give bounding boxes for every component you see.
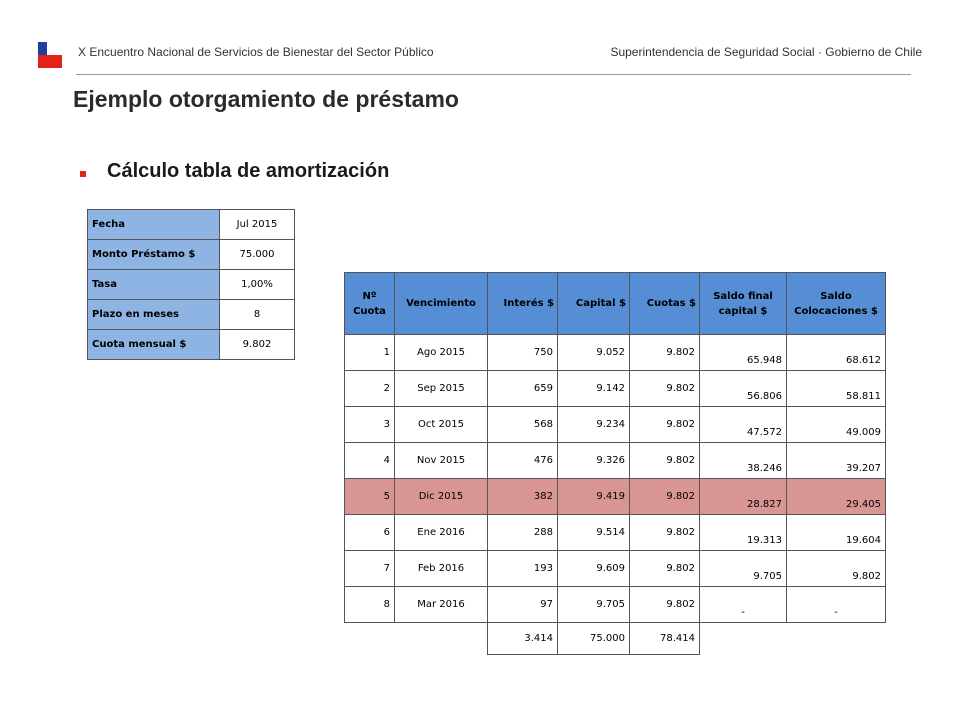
empty-cell: [700, 623, 787, 655]
table-cell: 9.802: [630, 407, 700, 443]
table-cell: 58.811: [787, 371, 886, 407]
slide-title: Ejemplo otorgamiento de préstamo: [73, 86, 459, 112]
table-cell: 9.802: [630, 335, 700, 371]
table-cell: 19.604: [787, 515, 886, 551]
table-cell: 9.802: [630, 479, 700, 515]
empty-cell: [787, 623, 886, 655]
loan-info-value: Jul 2015: [220, 210, 295, 240]
table-cell: 9.609: [558, 551, 630, 587]
table-cell: 68.612: [787, 335, 886, 371]
loan-info-label: Cuota mensual $: [88, 330, 220, 360]
table-cell: 9.326: [558, 443, 630, 479]
table-cell: 2: [345, 371, 395, 407]
table-cell: Sep 2015: [395, 371, 488, 407]
table-cell: 97: [488, 587, 558, 623]
table-cell: Nov 2015: [395, 443, 488, 479]
table-cell: 9.052: [558, 335, 630, 371]
table-cell: 65.948: [700, 335, 787, 371]
loan-info-value: 1,00%: [220, 270, 295, 300]
amortization-table: [344, 272, 886, 655]
total-cell: 3.414: [488, 623, 558, 655]
table-cell: 19.313: [700, 515, 787, 551]
table-row: [345, 587, 886, 623]
table-cell: 9.514: [558, 515, 630, 551]
table-cell: 56.806: [700, 371, 787, 407]
table-cell: 288: [488, 515, 558, 551]
table-cell: 6: [345, 515, 395, 551]
totals-row: [345, 623, 886, 655]
table-cell: 9.802: [630, 587, 700, 623]
table-cell: Mar 2016: [395, 587, 488, 623]
table-cell: 476: [488, 443, 558, 479]
table-cell: Oct 2015: [395, 407, 488, 443]
table-cell: 9.802: [630, 371, 700, 407]
table-cell: 9.142: [558, 371, 630, 407]
table-cell: 29.405: [787, 479, 886, 515]
table-cell: 9.234: [558, 407, 630, 443]
table-cell: 1: [345, 335, 395, 371]
column-header: Saldo final capital $: [700, 273, 787, 335]
loan-info-value: 8: [220, 300, 295, 330]
event-name: X Encuentro Nacional de Servicios de Bienestar del Sector Público: [78, 45, 434, 59]
table-cell: Feb 2016: [395, 551, 488, 587]
table-cell: 3: [345, 407, 395, 443]
table-cell: 382: [488, 479, 558, 515]
table-cell: 9.802: [630, 515, 700, 551]
table-cell: 7: [345, 551, 395, 587]
loan-info-label: Monto Préstamo $: [88, 240, 220, 270]
table-cell: 568: [488, 407, 558, 443]
bullet-square-icon: [80, 171, 86, 177]
loan-info-row: [88, 300, 295, 330]
total-cell: 78.414: [630, 623, 700, 655]
loan-info-label: Fecha: [88, 210, 220, 240]
loan-info-row: [88, 330, 295, 360]
total-cell: 75.000: [558, 623, 630, 655]
table-cell: 5: [345, 479, 395, 515]
loan-info-row: [88, 210, 295, 240]
slide-subtitle: Cálculo tabla de amortización: [107, 160, 390, 182]
loan-info-label: Plazo en meses: [88, 300, 220, 330]
organization-name: Superintendencia de Seguridad Social · Gobierno de Chile: [610, 45, 922, 59]
table-cell: 9.802: [630, 443, 700, 479]
gobierno-de-chile-logo: [38, 42, 62, 68]
table-row: [345, 443, 886, 479]
loan-info-row: [88, 270, 295, 300]
table-cell: 9.419: [558, 479, 630, 515]
loan-info-row: [88, 240, 295, 270]
column-header: Interés $: [488, 273, 558, 335]
table-cell: -: [787, 587, 886, 623]
header-divider: [76, 74, 911, 75]
table-cell: 39.207: [787, 443, 886, 479]
column-header: Saldo Colocaciones $: [787, 273, 886, 335]
table-cell: 8: [345, 587, 395, 623]
table-row: [345, 371, 886, 407]
loan-info-table: [87, 209, 295, 360]
table-cell: 38.246: [700, 443, 787, 479]
column-header: Capital $: [558, 273, 630, 335]
loan-info-label: Tasa: [88, 270, 220, 300]
table-row: [345, 407, 886, 443]
table-cell: 659: [488, 371, 558, 407]
table-cell: -: [700, 587, 787, 623]
table-cell: 750: [488, 335, 558, 371]
empty-cell: [345, 623, 395, 655]
column-header: Nº Cuota: [345, 273, 395, 335]
table-cell: Ene 2016: [395, 515, 488, 551]
column-header: Cuotas $: [630, 273, 700, 335]
table-cell: Dic 2015: [395, 479, 488, 515]
table-cell: 4: [345, 443, 395, 479]
table-row: [345, 515, 886, 551]
loan-info-value: 75.000: [220, 240, 295, 270]
table-row: [345, 551, 886, 587]
table-row: [345, 335, 886, 371]
table-cell: 49.009: [787, 407, 886, 443]
table-cell: 193: [488, 551, 558, 587]
table-cell: 9.802: [787, 551, 886, 587]
table-row: [345, 479, 886, 515]
table-cell: 47.572: [700, 407, 787, 443]
table-cell: 9.802: [630, 551, 700, 587]
column-header: Vencimiento: [395, 273, 488, 335]
empty-cell: [395, 623, 488, 655]
table-cell: 9.705: [558, 587, 630, 623]
table-cell: Ago 2015: [395, 335, 488, 371]
table-cell: 28.827: [700, 479, 787, 515]
table-cell: 9.705: [700, 551, 787, 587]
loan-info-value: 9.802: [220, 330, 295, 360]
